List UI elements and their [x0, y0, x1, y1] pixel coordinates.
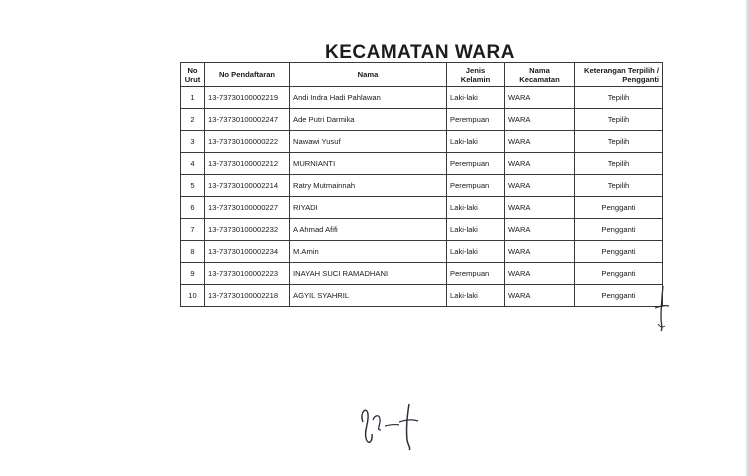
cell-status: Tepilih — [575, 175, 663, 197]
table-row — [181, 263, 663, 285]
cell-no: 5 — [181, 175, 205, 197]
cell-no: 7 — [181, 219, 205, 241]
cell-no: 8 — [181, 241, 205, 263]
cell-registration: 13-73730100002247 — [205, 109, 290, 131]
cell-district: WARA — [505, 153, 575, 175]
col-header-gender: Jenis Kelamin — [447, 63, 505, 87]
cell-status: Pengganti — [575, 197, 663, 219]
cell-status: Tepilih — [575, 153, 663, 175]
cell-registration: 13-73730100000222 — [205, 131, 290, 153]
cell-name: INAYAH SUCI RAMADHANI — [290, 263, 447, 285]
results-table — [180, 62, 663, 307]
cell-gender: Perempuan — [447, 263, 505, 285]
table-row — [181, 131, 663, 153]
cell-no: 3 — [181, 131, 205, 153]
cell-registration: 13-73730100002212 — [205, 153, 290, 175]
cell-status: Tepilih — [575, 131, 663, 153]
cell-no: 6 — [181, 197, 205, 219]
cell-gender: Perempuan — [447, 109, 505, 131]
table-header-row — [181, 63, 663, 87]
cell-district: WARA — [505, 87, 575, 109]
cell-gender: Laki-laki — [447, 197, 505, 219]
table-row — [181, 285, 663, 307]
table-row — [181, 197, 663, 219]
cell-gender: Perempuan — [447, 153, 505, 175]
cell-name: Ade Putri Darmika — [290, 109, 447, 131]
table-row — [181, 109, 663, 131]
cell-district: WARA — [505, 285, 575, 307]
cell-status: Pengganti — [575, 285, 663, 307]
cell-name: M.Amin — [290, 241, 447, 263]
cell-district: WARA — [505, 219, 575, 241]
cell-gender: Laki-laki — [447, 219, 505, 241]
cell-gender: Perempuan — [447, 175, 505, 197]
cell-name: Ratry Mutmainnah — [290, 175, 447, 197]
table-row — [181, 241, 663, 263]
cell-no: 4 — [181, 153, 205, 175]
cell-registration: 13-73730100002232 — [205, 219, 290, 241]
cell-district: WARA — [505, 131, 575, 153]
document-title: KECAMATAN WARA — [325, 42, 515, 63]
table-row — [181, 175, 663, 197]
cell-no: 2 — [181, 109, 205, 131]
cell-district: WARA — [505, 175, 575, 197]
cell-name: AGYIL SYAHRIL — [290, 285, 447, 307]
cell-gender: Laki-laki — [447, 285, 505, 307]
cell-name: A Ahmad Afifi — [290, 219, 447, 241]
col-header-no: No Urut — [181, 63, 205, 87]
col-header-status: Keterangan Terpilih / Pengganti — [575, 63, 663, 87]
cell-status: Pengganti — [575, 263, 663, 285]
cell-registration: 13-73730100002223 — [205, 263, 290, 285]
cell-status: Tepilih — [575, 87, 663, 109]
cell-status: Tepilih — [575, 109, 663, 131]
cell-no: 1 — [181, 87, 205, 109]
cell-district: WARA — [505, 109, 575, 131]
cell-status: Pengganti — [575, 219, 663, 241]
col-header-name: Nama — [290, 63, 447, 87]
cell-name: Nawawi Yusuf — [290, 131, 447, 153]
cell-status: Pengganti — [575, 241, 663, 263]
scan-edge — [746, 0, 750, 476]
cell-gender: Laki-laki — [447, 241, 505, 263]
cell-registration: 13-73730100002214 — [205, 175, 290, 197]
cell-district: WARA — [505, 197, 575, 219]
cell-no: 10 — [181, 285, 205, 307]
cell-district: WARA — [505, 241, 575, 263]
cell-name: Andi Indra Hadi Pahlawan — [290, 87, 447, 109]
col-header-registration: No Pendaftaran — [205, 63, 290, 87]
col-header-district: Nama Kecamatan — [505, 63, 575, 87]
cell-name: MURNIANTI — [290, 153, 447, 175]
cell-registration: 13-73730100000227 — [205, 197, 290, 219]
cell-no: 9 — [181, 263, 205, 285]
paraf-signature-side — [652, 284, 672, 334]
cell-name: RIYADI — [290, 197, 447, 219]
cell-registration: 13-73730100002218 — [205, 285, 290, 307]
table-row — [181, 87, 663, 109]
table-row — [181, 153, 663, 175]
table-row — [181, 219, 663, 241]
cell-district: WARA — [505, 263, 575, 285]
cell-gender: Laki-laki — [447, 87, 505, 109]
cell-gender: Laki-laki — [447, 131, 505, 153]
cell-registration: 13-73730100002219 — [205, 87, 290, 109]
cell-registration: 13-73730100002234 — [205, 241, 290, 263]
paraf-signature-bottom — [355, 400, 425, 452]
